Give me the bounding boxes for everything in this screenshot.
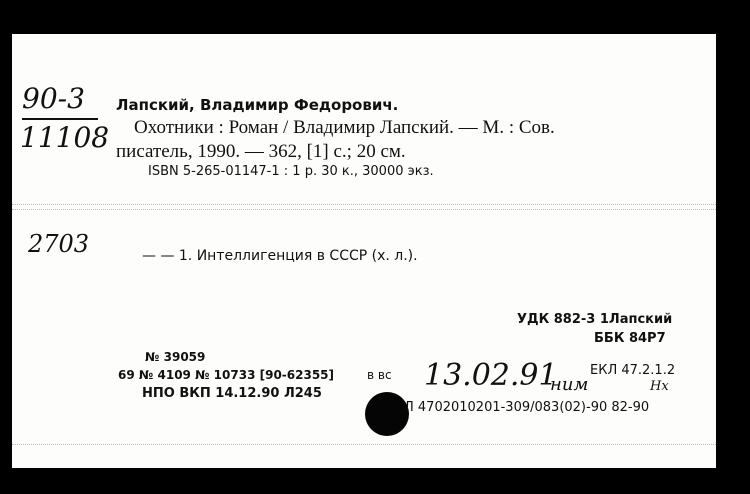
- bbk-code: ББК 84Р7: [594, 331, 666, 346]
- punch-hole: [365, 392, 409, 436]
- author-heading: Лапский, Владимир Федорович.: [116, 96, 399, 114]
- ekl-code: ЕКЛ 47.2.1.2: [590, 363, 676, 378]
- dotted-guide-line: [12, 204, 716, 205]
- isbn-line: ISBN 5-265-01147-1 : 1 р. 30 к., 30000 экз.: [148, 164, 434, 179]
- order-number: № 39059: [145, 350, 206, 364]
- dotted-guide-line: [12, 209, 716, 210]
- control-code: Л 4702010201-309/083(02)-90 82-90: [404, 400, 650, 415]
- udk-code: УДК 882-3 1Лапский: [517, 312, 673, 327]
- ekl-note: Нх: [650, 379, 669, 394]
- subject-heading: — — 1. Интеллигенция в СССР (х. л.).: [142, 248, 418, 264]
- dotted-guide-line: [12, 444, 716, 445]
- printing-house-line: НПО ВКП 14.12.90 Л245: [142, 386, 322, 401]
- handwritten-number: 2703: [28, 230, 90, 258]
- print-order-suffix: в вс: [367, 368, 392, 382]
- stamp-date: 13.02.91: [424, 358, 558, 393]
- title-line: Охотники : Роман / Владимир Лапский. — М. : Сов.: [134, 117, 555, 138]
- shelfmark-line2: 11108: [20, 121, 110, 154]
- shelfmark-line1: 90-3: [22, 82, 85, 115]
- print-order-line: 69 № 4109 № 10733 [90-62355]: [118, 368, 335, 382]
- catalog-card: [12, 34, 716, 468]
- librarian-initials: ним: [550, 374, 589, 395]
- publication-line: писатель, 1990. — 362, [1] с.; 20 см.: [116, 141, 406, 162]
- shelfmark-divider: [22, 118, 98, 120]
